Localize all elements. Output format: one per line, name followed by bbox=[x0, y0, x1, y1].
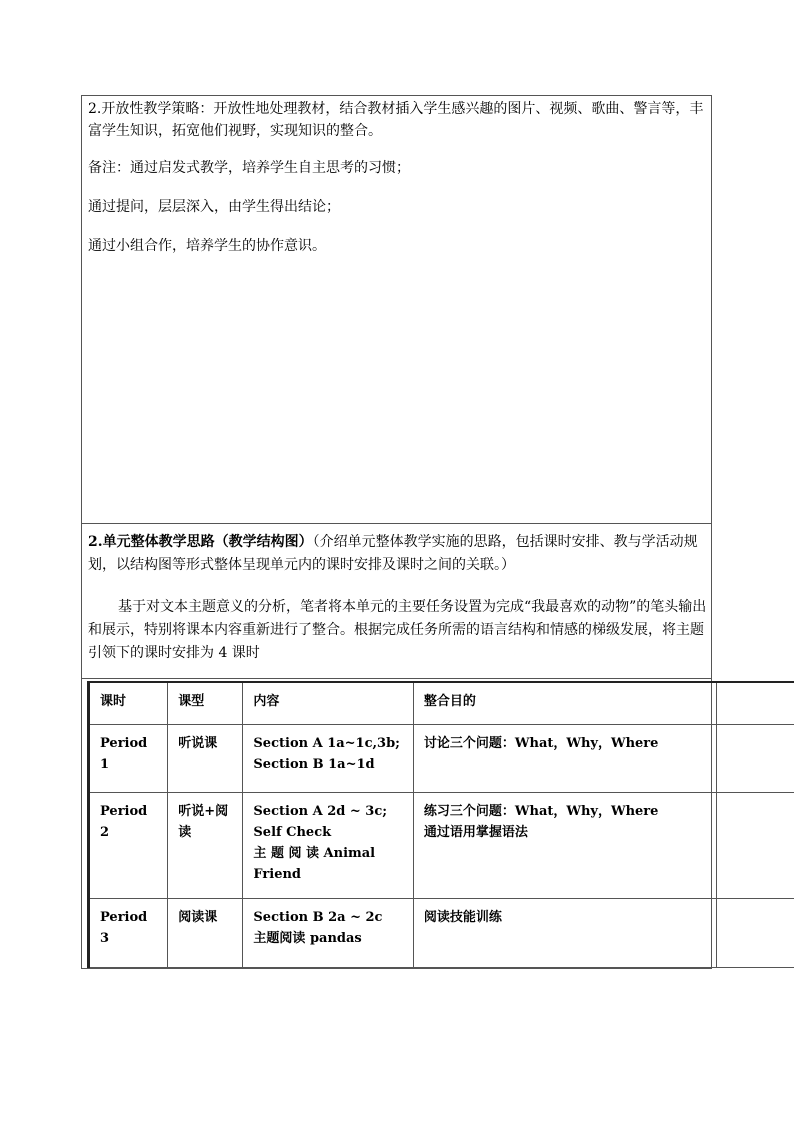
header-purpose: 整合目的 bbox=[413, 682, 716, 725]
section2-heading-block bbox=[88, 531, 712, 577]
content-line: Section B 1a~1d bbox=[253, 757, 375, 772]
content-line: Section B 2a ~ 2c bbox=[253, 910, 383, 925]
table-row bbox=[89, 793, 794, 899]
header-extra bbox=[716, 682, 794, 725]
content-line: 主题阅读 pandas bbox=[253, 931, 362, 946]
section2-heading-note: （介绍单元整体教学实施的思路，包括课时安排、教与学活动规划，以结构图等形式整体呈现单元内的课时安排及课时之间的关联。） bbox=[88, 534, 698, 573]
content-line: 主 题 阅 读 Animal Friend bbox=[253, 846, 376, 882]
note-paragraph-1: 备注：通过启发式教学，培养学生自主思考的习惯； bbox=[88, 160, 410, 176]
strategy-paragraph: 2.开放性教学策略：开放性地处理教材，结合教材插入学生感兴趣的图片、视频、歌曲、警言等，丰富学生知识，拓宽他们视野，实现知识的整合。 bbox=[88, 101, 704, 139]
note-paragraph-2: 通过提问，层层深入，由学生得出结论； bbox=[88, 199, 340, 215]
table-row bbox=[89, 725, 794, 793]
cell-content bbox=[243, 725, 413, 793]
period-table bbox=[87, 681, 794, 968]
section-divider bbox=[81, 523, 712, 524]
cell-content bbox=[243, 899, 413, 968]
table-top-divider bbox=[81, 678, 712, 679]
cell-extra bbox=[716, 793, 794, 899]
cell-purpose bbox=[413, 793, 716, 899]
content-line: Self Check bbox=[253, 825, 332, 840]
purpose-line: 通过语用掌握语法 bbox=[423, 825, 528, 840]
cell-type: 听说+阅读 bbox=[168, 793, 243, 899]
content-line: Section A 2d ~ 3c; bbox=[253, 804, 388, 819]
table-row bbox=[89, 899, 794, 968]
cell-period: Period 2 bbox=[89, 793, 168, 899]
cell-content bbox=[243, 793, 413, 899]
cell-period: Period 3 bbox=[89, 899, 168, 968]
cell-period: Period 1 bbox=[89, 725, 168, 793]
cell-type: 听说课 bbox=[168, 725, 243, 793]
purpose-line: 讨论三个问题：What，Why，Where bbox=[423, 736, 659, 751]
purpose-line: 阅读技能训练 bbox=[423, 910, 502, 925]
header-type: 课型 bbox=[168, 682, 243, 725]
section2-heading: 2.单元整体教学思路（教学结构图） bbox=[88, 534, 313, 550]
cell-type: 阅读课 bbox=[168, 899, 243, 968]
cell-extra bbox=[716, 899, 794, 968]
content-line: Section A 1a~1c,3b; bbox=[253, 736, 400, 751]
cell-purpose bbox=[413, 899, 716, 968]
header-period: 课时 bbox=[89, 682, 168, 725]
section2-body: 基于对文本主题意义的分析，笔者将本单元的主要任务设置为完成“我最喜欢的动物”的笔头输出和展示，特别将课本内容重新进行了整合。根据完成任务所需的语言结构和情感的梯级发展，将主题引领下的课时安排为 4 课时 bbox=[88, 599, 707, 661]
purpose-line: 练习三个问题：What，Why，Where bbox=[423, 804, 659, 819]
cell-purpose bbox=[413, 725, 716, 793]
cell-extra bbox=[716, 725, 794, 793]
header-content: 内容 bbox=[243, 682, 413, 725]
note-paragraph-3: 通过小组合作，培养学生的协作意识。 bbox=[88, 238, 326, 254]
table-header-row bbox=[89, 682, 794, 725]
